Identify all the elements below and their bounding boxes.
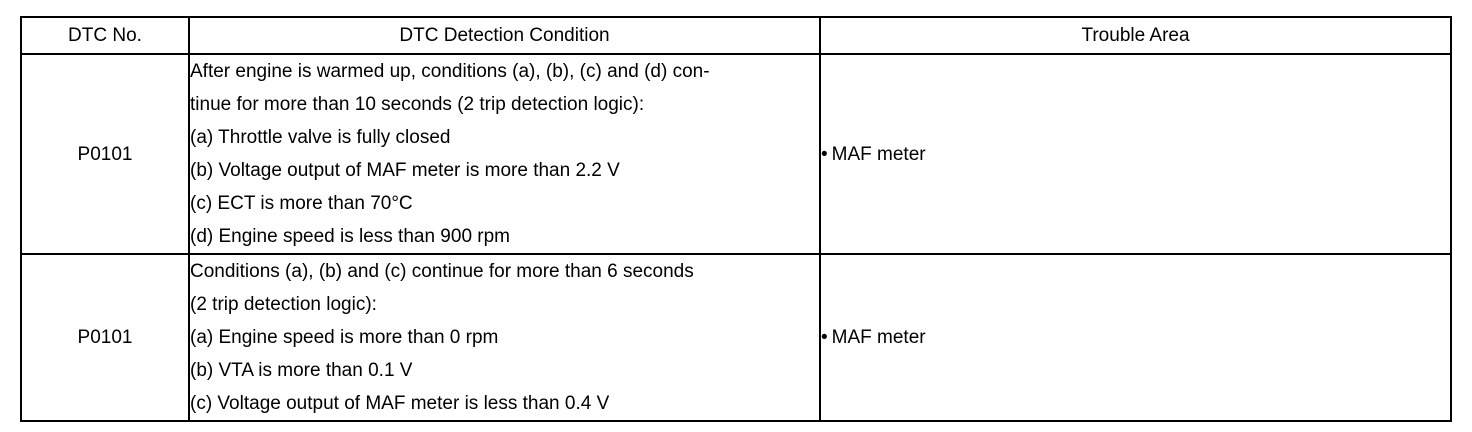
condition-line: (d) Engine speed is less than 900 rpm [190,226,511,247]
condition-line: (c) Voltage output of MAF meter is less than 0.4 V [190,393,610,414]
header-dtc-no: DTC No. [21,17,189,54]
trouble-area-cell [820,54,1451,254]
header-trouble-area: Trouble Area [820,17,1451,54]
header-detection-condition: DTC Detection Condition [189,17,820,54]
dtc-code-cell: P0101 [21,254,189,421]
dtc-table [20,16,1452,422]
trouble-area-text: MAF meter [831,143,926,165]
bullet-icon: • [821,143,828,165]
condition-line: (2 trip detection logic): [190,294,377,315]
detection-condition-cell [189,54,820,254]
header-row [21,17,1451,54]
condition-line: Conditions (a), (b) and (c) continue for more than 6 seconds [190,261,694,282]
trouble-area-cell [820,254,1451,421]
condition-line: (c) ECT is more than 70°C [190,193,413,214]
table-row [21,254,1451,421]
dtc-code-cell: P0101 [21,54,189,254]
condition-line: (b) Voltage output of MAF meter is more than 2.2 V [190,160,620,181]
condition-line: (a) Engine speed is more than 0 rpm [190,327,499,348]
table-row [21,54,1451,254]
condition-line: tinue for more than 10 seconds (2 trip detection logic): [190,94,645,115]
bullet-icon: • [821,327,828,348]
condition-line: (b) VTA is more than 0.1 V [190,360,413,381]
trouble-area-text: MAF meter [831,327,926,348]
condition-line: (a) Throttle valve is fully closed [190,127,451,148]
condition-line: After engine is warmed up, conditions (a), (b), (c) and (d) con- [190,61,710,82]
detection-condition-cell [189,254,820,421]
